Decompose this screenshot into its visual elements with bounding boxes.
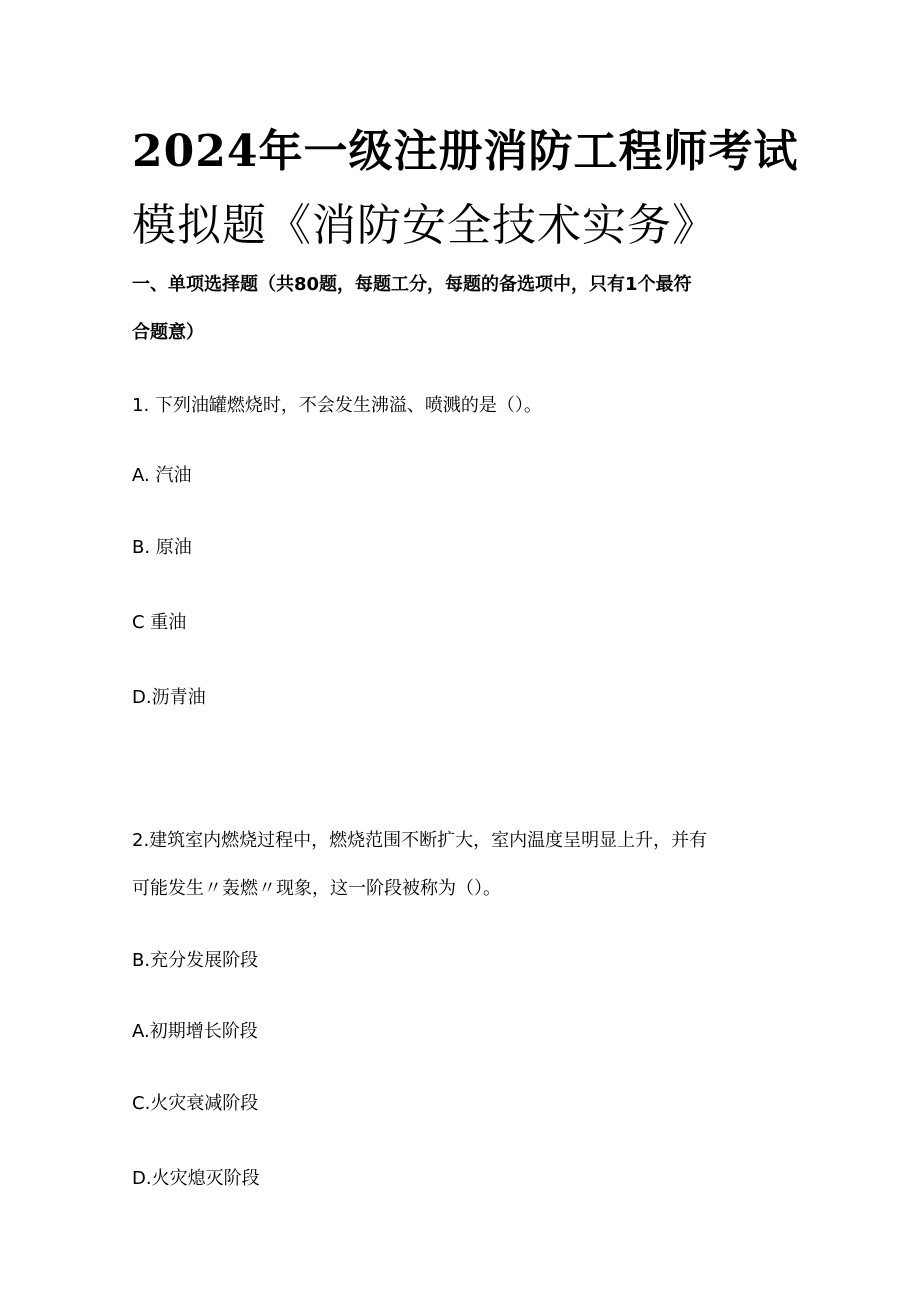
question-2-stem-line-1: 2.建筑室内燃烧过程中，燃烧范围不断扩大，室内温度呈明显上升，并有 bbox=[132, 830, 708, 851]
question-2-option-c: C.火灾衰减阶段 bbox=[132, 1093, 259, 1114]
question-2-option-b: B.充分发展阶段 bbox=[132, 950, 259, 971]
question-1-option-c: C 重油 bbox=[132, 612, 187, 633]
document-title-line-1: 2024年一级注册消防工程师考试 bbox=[132, 126, 799, 177]
section-heading-line-1: 一、单项选择题（共80题，每题工分，每题的备选项中，只有1个最符 bbox=[132, 274, 692, 295]
question-2-option-d: D.火灾熄灭阶段 bbox=[132, 1168, 260, 1189]
question-1-option-a: A. 汽油 bbox=[132, 465, 192, 486]
question-1-option-b: B. 原油 bbox=[132, 537, 192, 558]
question-2-stem-line-2: 可能发生〃轰燃〃现象，这一阶段被称为（）。 bbox=[132, 878, 501, 899]
question-1-option-d: D.沥青油 bbox=[132, 687, 206, 708]
question-1-stem: 1. 下列油罐燃烧时，不会发生沸溢、喷溅的是（）。 bbox=[132, 395, 542, 416]
section-heading-line-2: 合题意） bbox=[132, 322, 204, 343]
question-2-option-a: A.初期增长阶段 bbox=[132, 1021, 258, 1042]
document-title-line-2: 模拟题《消防安全技术实务》 bbox=[132, 200, 717, 251]
